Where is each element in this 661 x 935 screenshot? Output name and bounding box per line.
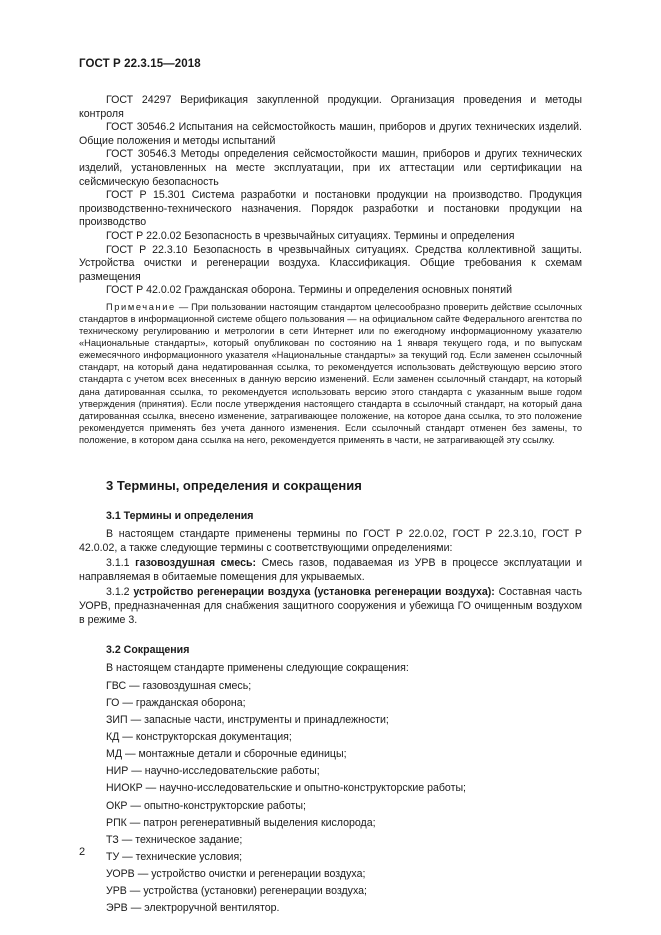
page-content <box>79 94 582 918</box>
list-item: УРВ — устройства (установки) регенерации воздуха; <box>106 885 367 897</box>
list-item: НИОКР — научно-исследовательские и опытно-конструкторские работы; <box>106 782 466 795</box>
terms-intro: В настоящем стандарте применены термины по ГОСТ Р 22.0.02, ГОСТ Р 22.3.10, ГОСТ Р 42.0.02, а также следующие термины с соответствующими определениями: <box>79 528 582 555</box>
term-number: 3.1.1 <box>106 556 136 569</box>
note-paragraph <box>79 301 582 446</box>
list-item: КД — конструкторская документация; <box>106 731 292 744</box>
term-definition <box>79 585 582 628</box>
list-item: ТУ — технические условия; <box>106 850 243 863</box>
abbreviations-intro: В настоящем стандарте применены следующие сокращения: <box>106 661 409 674</box>
reference-item: ГОСТ Р 42.0.02 Гражданская оборона. Термины и определения основных понятий <box>106 284 513 297</box>
list-item: ТЗ — техническое задание; <box>106 833 243 846</box>
list-item: ГО — гражданская оборона; <box>106 696 246 709</box>
term-name: устройство регенерации воздуха (установка регенерации воздуха): <box>133 585 495 598</box>
term-definition <box>79 556 582 585</box>
term-number: 3.1.2 <box>106 585 134 598</box>
reference-item: ГОСТ Р 22.0.02 Безопасность в чрезвычайных ситуациях. Термины и определения <box>106 229 515 242</box>
list-item: НИР — научно-исследовательские работы; <box>106 765 320 778</box>
normative-references-list <box>79 94 582 298</box>
terms-body <box>79 527 582 628</box>
reference-item: ГОСТ 24297 Верификация закупленной продукции. Организация проведения и методы контроля <box>79 94 582 120</box>
page-number: 2 <box>79 846 86 858</box>
term-def-text: Смесь газов, подаваемая из УРВ в процессе эксплуатации и направляемая в обитаемые помещения для укрываемых. <box>79 556 582 584</box>
subsection-title-abbreviations: 3.2 Сокращения <box>106 643 190 656</box>
page-header-standard-id: ГОСТ Р 22.3.15—2018 <box>79 58 201 70</box>
list-item: РПК — патрон регенеративный выделения кислорода; <box>106 816 376 829</box>
reference-item: ГОСТ Р 22.3.10 Безопасность в чрезвычайных ситуациях. Средства коллективной защиты. Устройства очистки и регенерации воздуха. Классификация. Общие требования к схемам размещения <box>79 243 582 283</box>
list-item: ОКР — опытно-конструкторские работы; <box>106 799 306 812</box>
list-item: ЭРВ — электроручной вентилятор. <box>106 902 280 915</box>
note-label: Примечание <box>106 301 176 312</box>
reference-item: ГОСТ 30546.3 Методы определения сейсмостойкости машин, приборов и других технических изделий, установленных на месте эксплуатации, при их аттестации или сертификации на сейсмическую безопасность <box>79 148 582 188</box>
list-item: ГВС — газовоздушная смесь; <box>106 679 252 692</box>
note-text: — При пользовании настоящим стандартом целесообразно проверить действие ссылочных стандартов в информационной системе общего пользования — на официальном сайте Федерального агентства по техническому регулированию и метрологии в сети Интернет или по ежегодному информационному указателю «Национальные стандарты», который опубликован по состоянию на 1 января текущего года, и по выпускам ежемесячного информационного указателя «Национальные стандарты» за текущий год. Если заменен ссылочный стандарт, на который дана недатированная ссылка, то рекомендуется использовать действующую версию этого стандарта с учетом всех внесенных в данную версию изменений. Если заменен ссылочный стандарт, на который дана датированная ссылка, то рекомендуется использовать версию этого стандарта с указанным выше годом утверждения (принятия). Если после утверждения настоящего стандарта в ссылочный стандарт, на который дана датированная ссылка, внесено изменение, затрагивающее положение, на которое дана ссылка, то это положение рекомендуется применять без учета данного изменения. Если ссылочный стандарт отменен без замены, то положение, в котором дана ссылка на него, рекомендуется применять в части, не затрагивающей эту ссылку. <box>79 301 582 445</box>
reference-item: ГОСТ Р 15.301 Система разработки и постановки продукции на производство. Продукция производственно-технического назначения. Порядок разработки и постановки продукции на производство <box>79 189 582 229</box>
list-item: УОРВ — устройство очистки и регенерации воздуха; <box>106 867 366 880</box>
section-title: 3 Термины, определения и сокращения <box>106 478 362 494</box>
abbreviations-list <box>79 661 582 915</box>
term-name: газовоздушная смесь: <box>135 556 257 569</box>
references-note <box>79 301 582 446</box>
term-def-text: Составная часть УОРВ, предназначенная для снабжения защитного сооружения и убежища ГО очищенным воздухом в режиме 3. <box>79 585 582 627</box>
reference-item: ГОСТ 30546.2 Испытания на сейсмостойкость машин, приборов и других технических изделий. Общие положения и методы испытаний <box>79 121 582 147</box>
list-item: МД — монтажные детали и сборочные единицы; <box>106 748 347 761</box>
subsection-title-terms: 3.1 Термины и определения <box>106 510 254 523</box>
list-item: ЗИП — запасные части, инструменты и принадлежности; <box>106 714 389 727</box>
